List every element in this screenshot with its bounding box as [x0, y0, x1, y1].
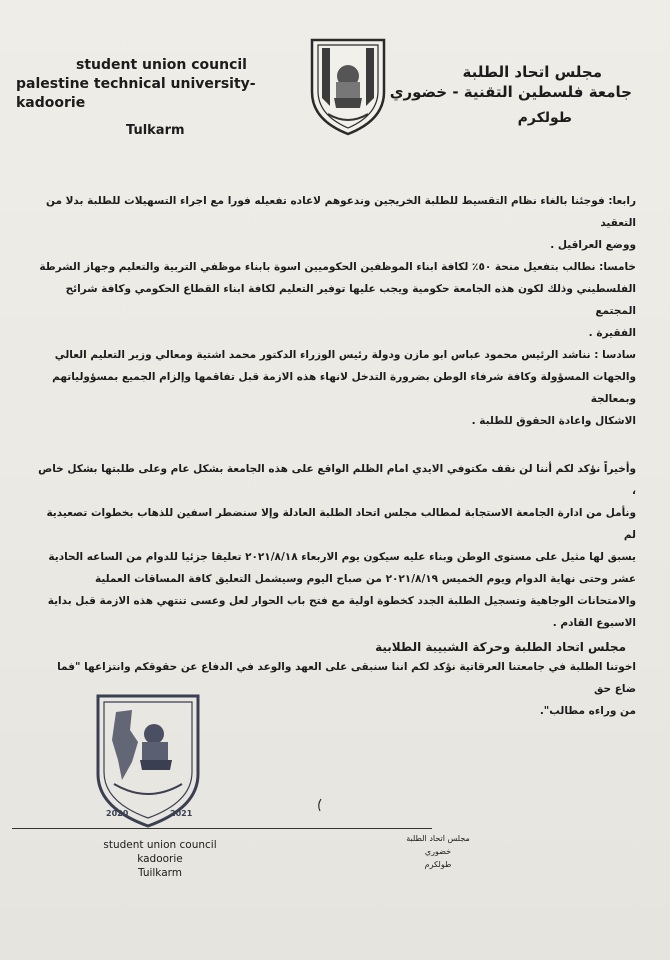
para2-line1: خامسا: نطالب بتفعيل منحة ٥٠٪ لكافة ابناء الموظفين الحكوميين اسوة بابناء موظفي التربية والتعليم وجهاز الشرطة	[39, 261, 636, 273]
signature-text: مجلس اتحاد الطلبة وحركة الشبيبة الطلابية	[375, 640, 626, 654]
para4-line6: الاسبوع القادم .	[552, 617, 636, 629]
para3-line2: والجهات المسؤولة وكافة شرفاء الوطن بضرورة التدخل لانهاء هذه الازمة قبل تفاقمها وإلزام الجميع بمسؤولياتهم وبمعالجة	[52, 371, 636, 405]
para5-line1: اخوتنا الطلبة في جامعتنا العرقاتية نؤكد لكم اننا سنبقى على العهد والوعد في الدفاع عن حقوقكم وانتزاعها "فما ضاع حق	[57, 661, 636, 695]
header-en-council: student union council	[76, 57, 247, 73]
para1-line2: ووضع العراقيل .	[550, 239, 636, 251]
stamp-year-left: 2020	[106, 809, 129, 818]
para4-line5: والامتحانات الوجاهية وتسجيل الطلبة الجدد كخطوة اولية مع فتح باب الحوار لعل وعسى تنتهي هذه الازمة قبل بداية	[47, 595, 636, 607]
stamp-year-right: 2021	[170, 809, 193, 818]
header-en-city: Tulkarm	[126, 123, 185, 138]
student-union-stamp-icon	[92, 690, 204, 830]
para2-line2: الفلسطيني وذلك لكون هذه الجامعة حكومية ويجب عليها توفير التعليم لكافة ابناء القطاع الحكومي وكافة شرائح المجتمع	[65, 283, 636, 317]
header-ar-council: مجلس اتحاد الطلبة	[462, 63, 602, 81]
header-ar-city: طولكرم	[517, 110, 572, 126]
pen-mark-icon	[316, 798, 322, 812]
header-en-university: palestine technical university- kadoorie	[16, 76, 256, 111]
para3-line3: الاشكال واعادة الحقوق للطلبة .	[471, 415, 636, 427]
footer-ar-city: طولكرم	[424, 860, 452, 869]
header-english	[16, 56, 306, 138]
para3-line1: سادسا : نناشد الرئيس محمود عباس ابو مازن ودولة رئيس الوزراء الدكتور محمد اشتية ومعالي وزير التعليم العالي	[54, 349, 636, 361]
footer-english	[80, 838, 240, 880]
footer-ar-council: مجلس اتحاد الطلبة	[406, 834, 470, 843]
footer-en-campus: kadoorie	[137, 853, 183, 865]
header-arabic	[382, 62, 632, 126]
footer-arabic	[398, 832, 478, 871]
footer-ar-campus: خضوري	[424, 847, 452, 856]
para4-line3: يسبق لها مثيل على مستوى الوطن وبناء عليه سيكون يوم الاربعاء ٢٠٢١/٨/١٨ تعليقا جزئيا للدوام من الساعه الحادية	[48, 551, 636, 563]
footer-divider	[12, 828, 432, 829]
para4-line2: ونأمل من ادارة الجامعة الاستجابة لمطالب مجلس اتحاد الطلبة العادلة وإلا سنضطر اسفين للذهاب بخطوات تصعيدية لم	[46, 507, 636, 541]
footer-en-council: student union council	[103, 839, 217, 851]
university-shield-logo-icon	[306, 36, 390, 136]
para4-line1: وأخيراً نؤكد لكم أننا لن نقف مكتوفي الايدي امام الظلم الواقع على هذه الجامعة بشكل عام وعلى طلبتها بشكل خاص ،	[38, 463, 636, 497]
para1-line1: رابعا: فوجئنا بالغاء نظام التقسيط للطلبة الخريجين وندعوهم لاعاده تفعيله فورا مع اجراء التسهيلات للطلبة بدلا من التعقيد	[46, 195, 636, 229]
header-ar-university: جامعة فلسطين التقنية - خضوري	[389, 83, 632, 101]
para4-line4: عشر وحتى نهاية الدوام ويوم الخميس ٢٠٢١/٨/١٩ من صباح اليوم وسيشمل التعليق كافة المساقات العملية	[94, 573, 636, 585]
para2-line3: الفقيرة .	[588, 327, 636, 339]
footer-en-city: Tuilkarm	[138, 867, 182, 879]
para5-line2: من وراءه مطالب".	[539, 705, 636, 717]
